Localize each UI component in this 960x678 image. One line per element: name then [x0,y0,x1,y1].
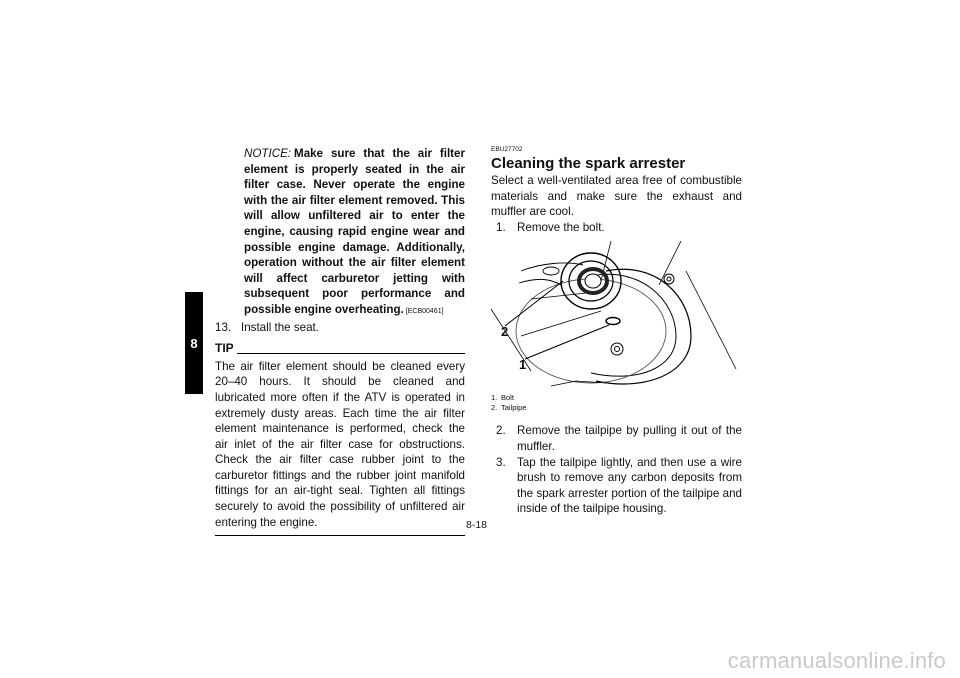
step-text: Remove the bolt. [517,220,605,234]
notice-code: [ECB00461] [405,307,444,315]
section-title: Cleaning the spark arrester [491,155,686,172]
legend-item: 2. Tailpipe [491,403,527,413]
callout-1: 1 [519,357,527,373]
step-1 [491,220,742,236]
step-number: 13. [215,320,232,334]
tip-label: TIP [215,341,234,356]
step-3 [491,455,742,517]
page-number: 8-18 [466,519,488,531]
tip-heading [215,341,465,357]
procedure-steps [491,423,742,517]
tip-end-rule [215,535,465,536]
step-number: 1. [496,220,506,234]
step-2 [491,423,742,454]
notice-block [244,146,465,320]
notice-text: Make sure that the air filter element is properly seated in the air filter case. Never operate the engine with the air filter element removed. This will allow unfiltered air to enter the engine, causing rapid engine wear and possible engine damage. Additionally, operation without the air filter element will affect carburetor jetting with subsequent poor performance and possible engine overheating. [244,147,465,316]
legend-item: 1. Bolt [491,393,514,403]
chapter-tab: 8 [185,292,203,394]
intro-paragraph: Select a well-ventilated area free of combustible materials and make sure the exhaust and muffler are cool. [491,174,742,219]
muffler-drawing [491,241,739,389]
step-text: Tap the tailpipe lightly, and then use a wire brush to remove any carbon deposits from the spark arrester portion of the tailpipe and inside of the tailpipe housing. [517,455,742,516]
left-column [215,146,465,536]
step-13 [215,320,465,336]
figure-legend [491,393,742,413]
tip-text: The air filter element should be cleaned every 20–40 hours. It should be cleaned and lubricated more often if the ATV is operated in extremely dusty areas. Each time the air filter element maintenance is performed, check the air inlet of the air filter case for obstructions. Check the air filter case rubber joint to the carburetor fittings and the rubber joint manifold fittings for an air-tight seal. Tighten all fittings securely to avoid the possibility of unfiltered air entering the engine. [215,359,465,529]
step-text: Remove the tailpipe by pulling it out of the muffler. [517,424,742,453]
notice-label: NOTICE: [244,147,292,160]
watermark[interactable]: carmanualsonline.info [727,648,946,673]
step-number: 2. [496,424,506,438]
step-number: 3. [496,455,506,469]
spark-arrester-illustration [491,241,739,389]
section-code: EBU27702 [491,146,523,153]
right-column [491,146,742,517]
callout-2: 2 [501,324,509,340]
step-text: Install the seat. [241,320,319,334]
tip-rule [237,353,465,354]
